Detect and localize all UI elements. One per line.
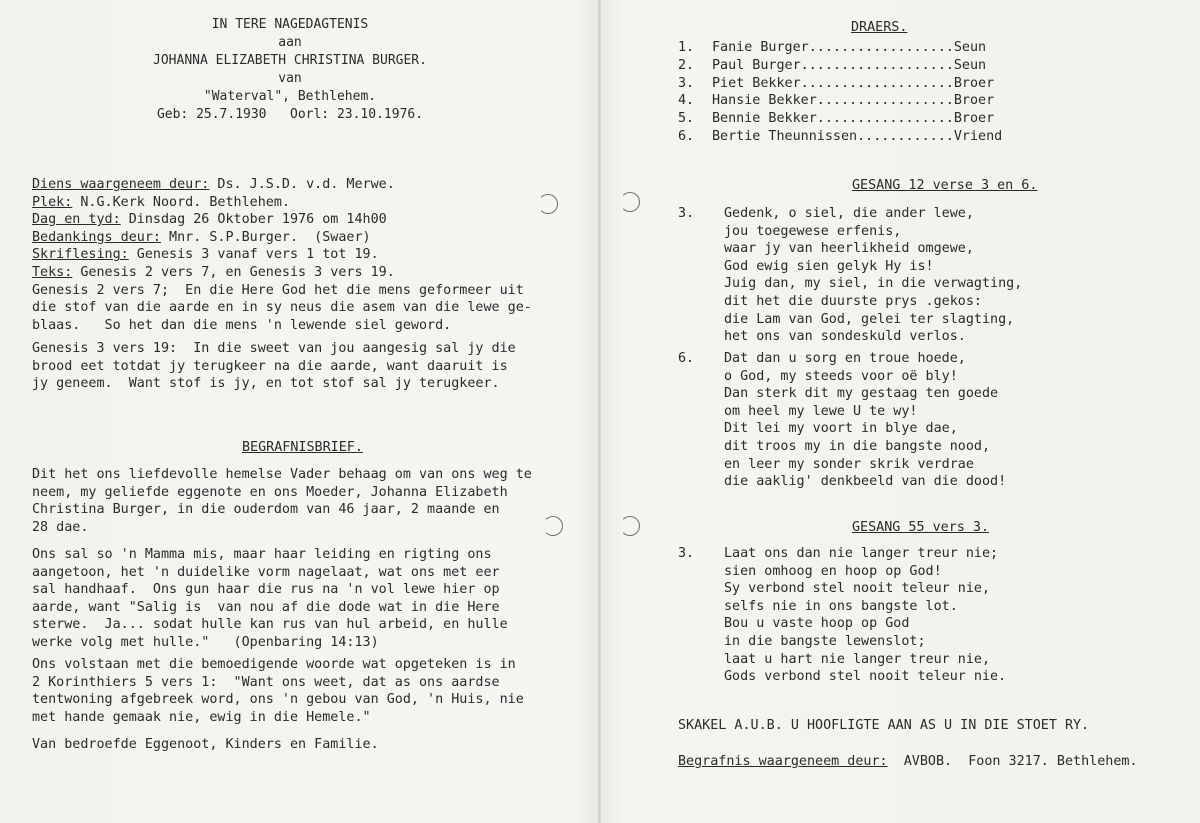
verse-line: die Lam van God, gelei ter slagting, (724, 311, 1015, 327)
memorial-header (140, 16, 440, 124)
verse-line: Gedenk, o siel, die ander lewe, (724, 206, 974, 221)
service-row: Skriflesing: Genesis 3 vanaf vers 1 tot 19. (32, 247, 379, 263)
list-item: 4. Hansie Bekker.................Broer (678, 93, 995, 109)
verse-line: in die bangste lewenslot; (724, 633, 926, 649)
header-line: aan (278, 35, 302, 50)
service-row: Diens waargeneem deur: Ds. J.S.D. v.d. Merwe. (32, 177, 395, 192)
bearers-list (678, 39, 1078, 146)
hymn-12-title: GESANG 12 verse 3 en 6. (852, 178, 1038, 193)
list-item: 1. Fanie Burger..................Seun (678, 40, 987, 55)
text-line: Christina Burger, in die ouderdom van 46 jaar, 2 maande en (32, 502, 500, 518)
text-line: sterwe. Ja... sodat hulle kan rus van hul arbeid, en hulle (32, 617, 508, 633)
punch-hole-mark (538, 194, 558, 214)
text-line: Genesis 2 vers 7; En die Here God het die mens geformeer uit (32, 282, 524, 298)
service-row: Teks: Genesis 2 vers 7, en Genesis 3 vers 19. (32, 264, 395, 280)
list-item: 6. Bertie Theunnissen............Vriend (678, 128, 1003, 144)
verse-line: sien omhoog en hoop op God! (724, 563, 942, 579)
letter-paragraph-3 (32, 656, 592, 726)
hymn-12-verse-6 (678, 350, 1128, 491)
text-line: blaas. So het dan die mens 'n lewende siel geword. (32, 317, 452, 333)
letter-paragraph-2 (32, 546, 592, 652)
verse-line: waar jy van heerlikheid omgewe, (724, 241, 974, 257)
text-line: jy geneem. Want stof is jy, en tot stof sal jy terugkeer. (32, 376, 500, 392)
hymn-55-verse-3 (678, 545, 1128, 686)
verse-line: laat u hart nie langer treur nie, (724, 651, 991, 667)
verse-line: dit troos my in die bangste nood, (724, 438, 991, 454)
text-line: Ons volstaan met die bemoedigende woorde wat opgeteken is in (32, 657, 516, 672)
verse-line: Dat dan u sorg en troue hoede, (724, 351, 966, 366)
headlights-notice: SKAKEL A.U.B. U HOOFLIGTE AAN AS U IN DIE STOET RY. (678, 718, 1090, 733)
punch-hole-mark (620, 192, 640, 212)
text-line: brood eet totdat jy terugkeer na die aarde, want daaruit is (32, 358, 508, 374)
verse-line: om heel my lewe U te wy! (724, 403, 918, 419)
text-line: die stof van die aarde en in sy neus die asem van die lewe ge- (32, 300, 532, 316)
bearers-title: DRAERS. (851, 20, 908, 35)
verse-line: en leer my sonder skrik verdrae (724, 456, 974, 472)
text-line: Ons sal so 'n Mamma mis, maar haar leiding en rigting ons (32, 547, 492, 562)
verse-line: die aaklig' denkbeeld van die dood! (724, 474, 1007, 490)
right-page (602, 0, 1200, 823)
text-line: 2 Korinthiers 5 vers 1: "Want ons weet, dat as ons aardse (32, 674, 500, 690)
header-line: IN TERE NAGEDAGTENIS (211, 17, 369, 32)
text-line: tentwoning afgebreek word, ons 'n gebou van God, 'n Huis, nie (32, 692, 524, 708)
text-line: werke volg met hulle." (Openbaring 14:13) (32, 634, 379, 650)
verse-line: Juig dan, my siel, in die verwagting, (724, 276, 1023, 292)
genesis-3-passage (32, 340, 592, 393)
verse-line: God ewig sien gelyk Hy is! (724, 258, 934, 274)
text-line: met hande gemaak nie, ewig in die Hemele." (32, 709, 371, 725)
text-line: 28 dae. (32, 519, 89, 535)
letter-title: BEGRAFNISBRIEF. (242, 440, 363, 455)
punch-hole-mark (620, 516, 640, 536)
verse-number: 3. (678, 206, 695, 221)
verse-line: dit het die duurste prys .gekos: (724, 293, 982, 309)
hymn-55-title: GESANG 55 vers 3. (852, 520, 990, 535)
verse-line: Dit lei my voort in blye dae, (724, 421, 958, 437)
farm-location: "Waterval", Bethlehem. (203, 89, 377, 104)
page-fold (598, 0, 601, 823)
service-row: Plek: N.G.Kerk Noord. Bethlehem. (32, 194, 290, 210)
verse-line: Laat ons dan nie langer treur nie; (724, 546, 999, 561)
verse-line: o God, my steeds voor oë bly! (724, 368, 958, 384)
service-row: Bedankings deur: Mnr. S.P.Burger. (Swaer) (32, 229, 371, 245)
deceased-name: JOHANNA ELIZABETH CHRISTINA BURGER. (153, 53, 427, 68)
verse-line: Dan sterk dit my gestaag ten goede (724, 386, 999, 402)
text-line: aarde, want "Salig is van nou af die dode wat in die Here (32, 599, 500, 615)
letter-signature: Van bedroefde Eggenoot, Kinders en Familie. (32, 737, 379, 752)
verse-line: Sy verbond stel nooit teleur nie, (724, 581, 991, 597)
verse-line: Bou u vaste hoop op God (724, 616, 910, 632)
verse-line: Gods verbond stel nooit teleur nie. (724, 669, 1007, 685)
left-page (0, 0, 598, 823)
undertaker-line: Begrafnis waargeneem deur: AVBOB. Foon 3217. Bethlehem. (678, 754, 1138, 769)
verse-number: 6. (678, 351, 695, 366)
verse-number: 3. (678, 546, 695, 561)
service-row: Dag en tyd: Dinsdag 26 Oktober 1976 om 14h00 (32, 212, 387, 228)
text-line: Dit het ons liefdevolle hemelse Vader behaag om van ons weg te (32, 467, 532, 482)
header-line: van (278, 71, 302, 86)
text-line: Genesis 3 vers 19: In die sweet van jou aangesig sal jy die (32, 341, 516, 356)
text-line: neem, my geliefde eggenote en ons Moeder, Johanna Elizabeth (32, 484, 508, 500)
hymn-12-verse-3 (678, 205, 1128, 346)
service-details (32, 176, 592, 334)
list-item: 3. Piet Bekker...................Broer (678, 75, 995, 91)
verse-line: het ons van sondeskuld verlos. (724, 329, 966, 345)
letter-paragraph-1 (32, 466, 592, 536)
verse-line: jou toegewese erfenis, (724, 223, 902, 239)
list-item: 5. Bennie Bekker.................Broer (678, 111, 995, 127)
list-item: 2. Paul Burger...................Seun (678, 57, 987, 73)
punch-hole-mark (543, 516, 563, 536)
verse-line: selfs nie in ons bangste lot. (724, 598, 958, 614)
text-line: aangetoon, het 'n duidelike vorm nagelaat, wat ons met eer (32, 564, 500, 580)
text-line: sal handhaaf. Ons gun haar die rus na 'n vol lewe hier op (32, 582, 500, 598)
birth-death-dates: Geb: 25.7.1930 Oorl: 23.10.1976. (156, 107, 424, 122)
